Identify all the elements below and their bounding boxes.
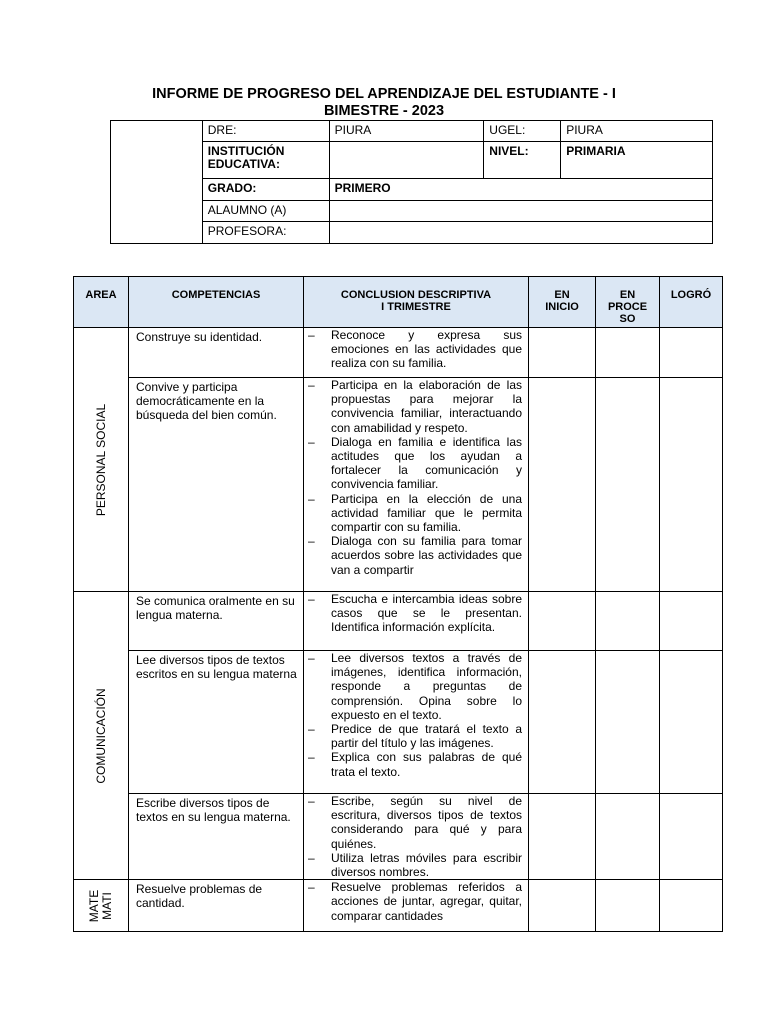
logro-cell[interactable] bbox=[660, 592, 723, 651]
list-dash: – bbox=[308, 491, 315, 506]
list-item-text: Predice de que tratará el texto a partir del título y las imágenes. bbox=[331, 722, 522, 751]
logro-cell[interactable] bbox=[660, 794, 723, 880]
list-item-text: Resuelve problemas referidos a acciones de juntar, agregar, quitar, comparar cantidades bbox=[331, 880, 522, 923]
list-item-text: Participa en la elección de una actividad familiar que le permita compartir con su familia. bbox=[331, 491, 522, 535]
logro-cell[interactable] bbox=[660, 328, 723, 378]
list-item bbox=[308, 651, 522, 722]
dre-label: DRE: bbox=[202, 121, 329, 142]
header-conclusion-line1: CONCLUSION DESCRIPTIVA bbox=[340, 289, 492, 301]
competencia-cell: Resuelve problemas de cantidad. bbox=[129, 880, 304, 932]
grado-value: PRIMERO bbox=[329, 179, 712, 201]
en-proceso-cell[interactable] bbox=[596, 592, 660, 651]
table-row bbox=[74, 651, 723, 794]
table-row bbox=[74, 592, 723, 651]
alumno-label: ALAUMNO (A) bbox=[202, 201, 329, 222]
list-item bbox=[308, 880, 522, 923]
en-inicio-cell[interactable] bbox=[529, 651, 596, 794]
en-inicio-cell[interactable] bbox=[529, 592, 596, 651]
list-dash: – bbox=[308, 434, 315, 449]
conclusion-list bbox=[308, 651, 522, 779]
header-en-inicio-line2: INICIO bbox=[545, 301, 579, 313]
competencia-cell: Lee diversos tipos de textos escritos en su lengua materna bbox=[129, 651, 304, 794]
header-en-proceso-line2: PROCE bbox=[607, 301, 648, 313]
header-competencias: COMPETENCIAS bbox=[129, 277, 304, 328]
conclusion-list bbox=[308, 328, 522, 371]
en-proceso-cell[interactable] bbox=[596, 880, 660, 932]
ugel-label: UGEL: bbox=[484, 121, 561, 142]
en-inicio-cell[interactable] bbox=[529, 880, 596, 932]
profesora-value bbox=[329, 222, 712, 244]
profesora-label: PROFESORA: bbox=[202, 222, 329, 244]
conclusion-cell bbox=[304, 651, 529, 794]
conclusion-list bbox=[308, 378, 522, 577]
alumno-value bbox=[329, 201, 712, 222]
en-proceso-cell[interactable] bbox=[596, 651, 660, 794]
logro-cell[interactable] bbox=[660, 378, 723, 592]
conclusion-list bbox=[308, 880, 522, 923]
list-dash: – bbox=[308, 328, 315, 342]
en-inicio-cell[interactable] bbox=[529, 328, 596, 378]
conclusion-list bbox=[308, 592, 522, 635]
table-row bbox=[74, 378, 723, 592]
conclusion-cell bbox=[304, 794, 529, 880]
conclusion-list bbox=[308, 794, 522, 879]
header-logro: LOGRÓ bbox=[660, 277, 723, 328]
info-blank-cell bbox=[111, 121, 203, 244]
list-item bbox=[308, 722, 522, 750]
ugel-value: PIURA bbox=[561, 121, 713, 142]
competencia-cell: Escribe diversos tipos de textos en su lengua materna. bbox=[129, 794, 304, 880]
list-item bbox=[308, 435, 522, 492]
competencia-cell: Construye su identidad. bbox=[129, 328, 304, 378]
list-item bbox=[308, 328, 522, 371]
header-en-inicio-line1: EN bbox=[554, 289, 570, 301]
en-proceso-cell[interactable] bbox=[596, 328, 660, 378]
logro-cell[interactable] bbox=[660, 880, 723, 932]
list-item-text: Dialoga con su familia para tomar acuerdos sobre las actividades que van a compartir bbox=[331, 534, 522, 577]
header-area: AREA bbox=[74, 277, 129, 328]
list-item-text: Escribe, según su nivel de escritura, diversos tipos de textos considerando para qué y para quiénes. bbox=[331, 794, 522, 851]
header-conclusion-line2: I TRIMESTRE bbox=[381, 301, 451, 313]
list-dash: – bbox=[308, 794, 315, 808]
conclusion-cell bbox=[304, 328, 529, 378]
list-item-text: Dialoga en familia e identifica las actitudes que los ayudan a fortalecer la comunicación y convivencia familiar. bbox=[331, 434, 522, 492]
header-row bbox=[74, 277, 723, 328]
table-row bbox=[74, 328, 723, 378]
list-dash: – bbox=[308, 651, 315, 665]
conclusion-cell bbox=[304, 378, 529, 592]
list-dash: – bbox=[308, 722, 315, 737]
header-en-proceso bbox=[596, 277, 660, 328]
area-personal-social-label: PERSONAL SOCIAL bbox=[93, 403, 108, 516]
report-title bbox=[110, 86, 658, 120]
list-item-text: Utiliza letras móviles para escribir diversos nombres. bbox=[331, 850, 522, 880]
en-proceso-cell[interactable] bbox=[596, 794, 660, 880]
conclusion-cell bbox=[304, 592, 529, 651]
institucion-label: INSTITUCIÓN EDUCATIVA: bbox=[202, 142, 329, 179]
list-item bbox=[308, 534, 522, 577]
list-dash: – bbox=[308, 534, 315, 549]
header-en-proceso-line3: SO bbox=[619, 313, 636, 325]
en-proceso-cell[interactable] bbox=[596, 378, 660, 592]
area-matematica bbox=[74, 880, 129, 932]
list-dash: – bbox=[308, 850, 315, 865]
header-conclusion bbox=[304, 277, 529, 328]
list-item bbox=[308, 378, 522, 435]
area-personal-social bbox=[74, 328, 129, 592]
info-table bbox=[110, 120, 713, 244]
list-dash: – bbox=[308, 378, 315, 392]
en-inicio-cell[interactable] bbox=[529, 378, 596, 592]
grado-label: GRADO: bbox=[202, 179, 329, 201]
area-matematica-line2: MATI bbox=[100, 891, 114, 920]
area-comunicacion-label: COMUNICACIÓN bbox=[93, 687, 108, 784]
list-dash: – bbox=[308, 592, 315, 606]
conclusion-cell bbox=[304, 880, 529, 932]
list-dash: – bbox=[308, 750, 315, 765]
en-inicio-cell[interactable] bbox=[529, 794, 596, 880]
competencia-cell: Se comunica oralmente en su lengua materna. bbox=[129, 592, 304, 651]
list-item bbox=[308, 492, 522, 535]
dre-value: PIURA bbox=[329, 121, 484, 142]
area-matematica-label bbox=[88, 889, 114, 921]
report-title-line1: INFORME DE PROGRESO DEL APRENDIZAJE DEL ESTUDIANTE - I bbox=[152, 86, 616, 102]
list-item-text: Explica con sus palabras de qué trata el texto. bbox=[331, 750, 522, 779]
area-matematica-line1: MATE bbox=[87, 889, 101, 922]
list-item bbox=[308, 750, 522, 778]
header-en-inicio bbox=[529, 277, 596, 328]
area-comunicacion bbox=[74, 592, 129, 880]
table-row bbox=[74, 794, 723, 880]
list-item-text: Participa en la elaboración de las propuestas para mejorar la convivencia familiar, interactuando con amabilidad y respeto. bbox=[331, 378, 522, 435]
list-dash: – bbox=[308, 880, 315, 895]
list-item bbox=[308, 794, 522, 851]
list-item bbox=[308, 851, 522, 879]
list-item-text: Lee diversos textos a través de imágenes, identifica información, responde a preguntas de comprensión. Opina sobre lo expuesto en el texto. bbox=[331, 651, 522, 722]
table-row bbox=[74, 880, 723, 932]
list-item bbox=[308, 592, 522, 635]
header-en-proceso-line1: EN bbox=[619, 289, 636, 301]
competencies-table bbox=[73, 276, 723, 932]
logro-cell[interactable] bbox=[660, 651, 723, 794]
nivel-value: PRIMARIA bbox=[561, 142, 713, 179]
competencia-cell: Convive y participa democráticamente en la búsqueda del bien común. bbox=[129, 378, 304, 592]
list-item-text: Reconoce y expresa sus emociones en las actividades que realiza con su familia. bbox=[331, 328, 522, 371]
institucion-value bbox=[329, 142, 484, 179]
list-item-text: Escucha e intercambia ideas sobre casos que se le presentan. Identifica información explícita. bbox=[331, 592, 522, 635]
report-title-line2: BIMESTRE - 2023 bbox=[323, 103, 445, 119]
nivel-label: NIVEL: bbox=[484, 142, 561, 179]
